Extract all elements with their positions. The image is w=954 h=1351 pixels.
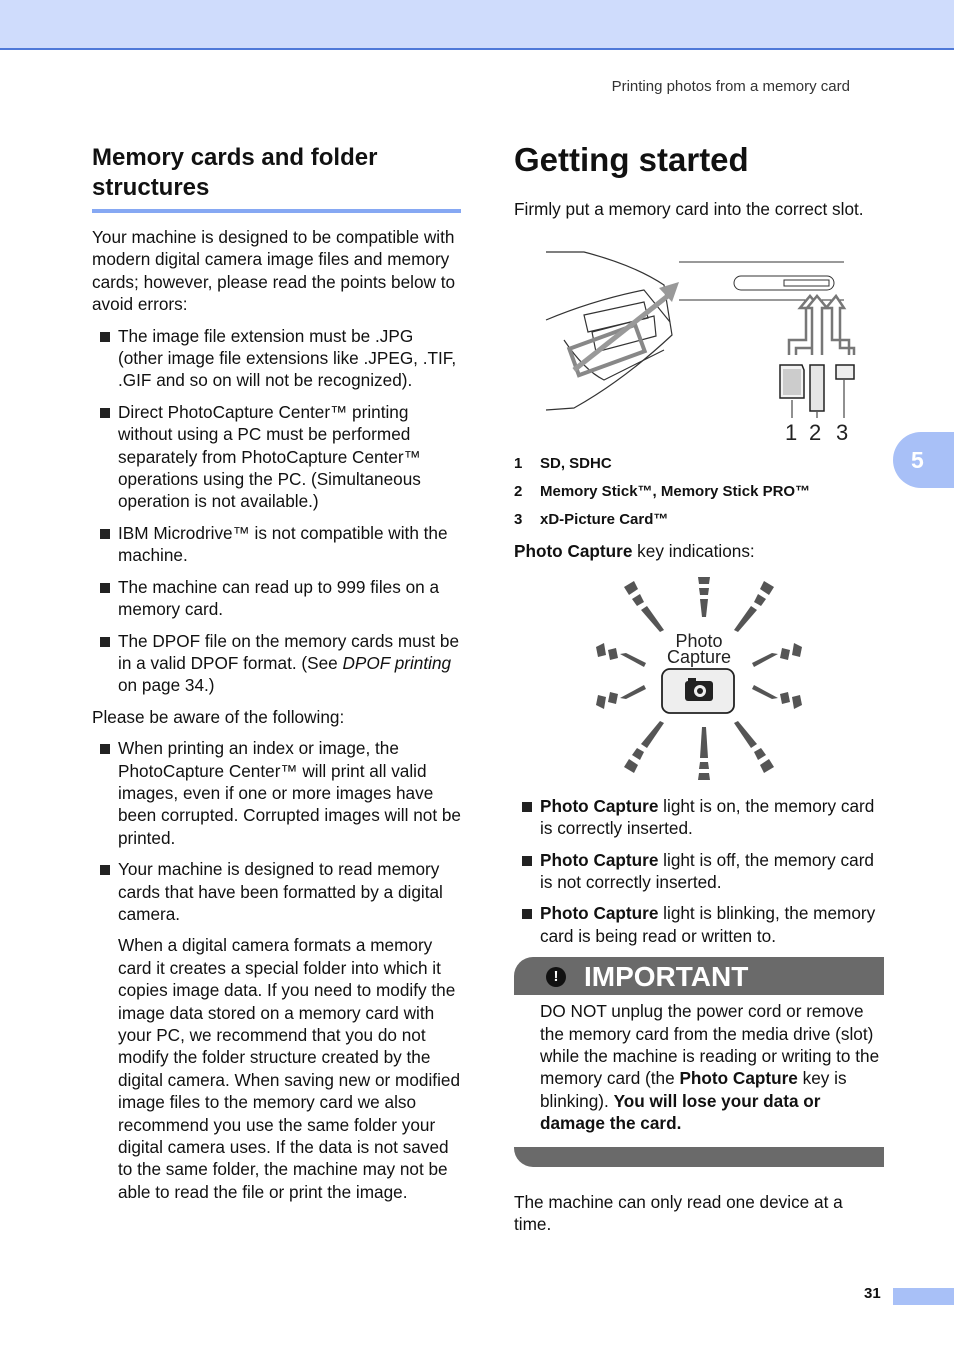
list-item: The machine can read up to 999 files on a memory card.	[92, 576, 461, 621]
insert-direction-arrows-icon	[789, 296, 854, 355]
closing-paragraph: The machine can only read one device at a time.	[514, 1191, 843, 1235]
callout-item: 2 Memory Stick™, Memory Stick PRO™	[514, 483, 811, 501]
section-title: Memory cards and folder structures	[92, 144, 378, 201]
key-state-list	[514, 795, 884, 947]
callout-item: 1 SD, SDHC	[514, 455, 612, 473]
memory-stick-icon	[810, 365, 824, 418]
camera-icon	[685, 678, 713, 701]
slot-closeup	[679, 262, 844, 300]
list-item: IBM Microdrive™ is not compatible with the machine.	[92, 522, 461, 567]
page-number: 31	[864, 1285, 881, 1302]
slot-number: 2	[809, 420, 822, 446]
chapter-tab: 5	[893, 432, 954, 488]
important-title: IMPORTANT	[584, 961, 749, 993]
callout-item: 3 xD-Picture Card™	[514, 511, 669, 529]
footer-bar	[893, 1288, 954, 1305]
photo-capture-key-illustration	[594, 575, 814, 785]
list-item: The image file extension must be .JPG (other image file extensions like .JPEG, .TIF, .GIF and so on will not be recognized).	[92, 325, 461, 392]
running-head: Printing photos from a memory card	[611, 78, 850, 95]
aware-list	[92, 737, 461, 925]
aware-paragraph: Please be aware of the following:	[92, 706, 345, 727]
lead-paragraph: Firmly put a memory card into the correct slot.	[514, 199, 864, 219]
bullet-square-icon	[522, 856, 532, 866]
list-item: Photo Capture light is blinking, the memory card is being read or written to.	[514, 902, 884, 947]
header-band	[0, 0, 954, 50]
important-footer	[514, 1147, 884, 1167]
printer-drawing-icon	[546, 252, 672, 410]
slot-number: 3	[836, 420, 849, 446]
card-slot-illustration	[544, 240, 884, 450]
bullet-square-icon	[522, 909, 532, 919]
list-item: Direct PhotoCapture Center™ printing without using a PC must be performed separately from PhotoCapture Center™ operations using the PC. (Simultaneous operation is not available.)	[92, 401, 461, 513]
page-title: Getting started	[514, 141, 749, 178]
right-column	[514, 140, 884, 1245]
bullet-square-icon	[100, 583, 110, 593]
list-item: Photo Capture light is off, the memory card is not correctly inserted.	[514, 849, 884, 894]
important-box	[514, 957, 884, 1166]
important-body: DO NOT unplug the power cord or remove the memory card from the media drive (slot) while the machine is reading or writing to the memory card (the Photo Capture key is blinking). You will lose your data or damage the card.	[540, 1001, 880, 1134]
bullet-square-icon	[100, 637, 110, 647]
intro-paragraph: Your machine is designed to be compatible with modern digital camera image files and memory cards; however, please read the points below to avoid errors:	[92, 227, 456, 315]
important-header	[514, 957, 884, 995]
bullet-square-icon	[100, 408, 110, 418]
bullet-square-icon	[100, 865, 110, 875]
list-item: The DPOF file on the memory cards must be in a valid DPOF format. (See DPOF printing on page 34.)	[92, 630, 461, 697]
key-label: Photo	[675, 630, 723, 651]
bullet-square-icon	[100, 529, 110, 539]
callout-list	[514, 454, 884, 530]
bullet-square-icon	[522, 802, 532, 812]
exclamation-icon: !	[546, 967, 566, 987]
list-item: When printing an index or image, the PhotoCapture Center™ will print all valid images, even if one or more images have been corrupted. Corrupted images will not be printed.	[92, 737, 461, 849]
key-label: Capture	[666, 646, 732, 667]
sd-card-icon	[780, 365, 804, 418]
bullet-square-icon	[100, 744, 110, 754]
slot-number: 1	[785, 420, 798, 446]
key-indications-line: Photo Capture key indications:	[514, 541, 755, 562]
left-column	[92, 143, 461, 1212]
dpof-link[interactable]: DPOF printing	[342, 652, 452, 673]
list-item: Your machine is designed to read memory cards that have been formatted by a digital camera.	[92, 858, 461, 925]
list-item: Photo Capture light is on, the memory card is correctly inserted.	[514, 795, 884, 840]
section-rule	[92, 209, 461, 213]
xd-card-icon	[836, 365, 854, 418]
bullet-square-icon	[100, 332, 110, 342]
requirements-list	[92, 325, 461, 697]
folder-paragraph: When a digital camera formats a memory card it creates a special folder into which it copies image data. If you need to modify the image data stored on a memory card with your PC, we recommend that you do not modify the folder structure created by the digital camera. When saving new or modified image files to the memory card we also recommend you use the same folder your digital camera uses. If the data is not saved to the same folder, the machine may not be able to read the file or print the image.	[118, 935, 461, 1202]
